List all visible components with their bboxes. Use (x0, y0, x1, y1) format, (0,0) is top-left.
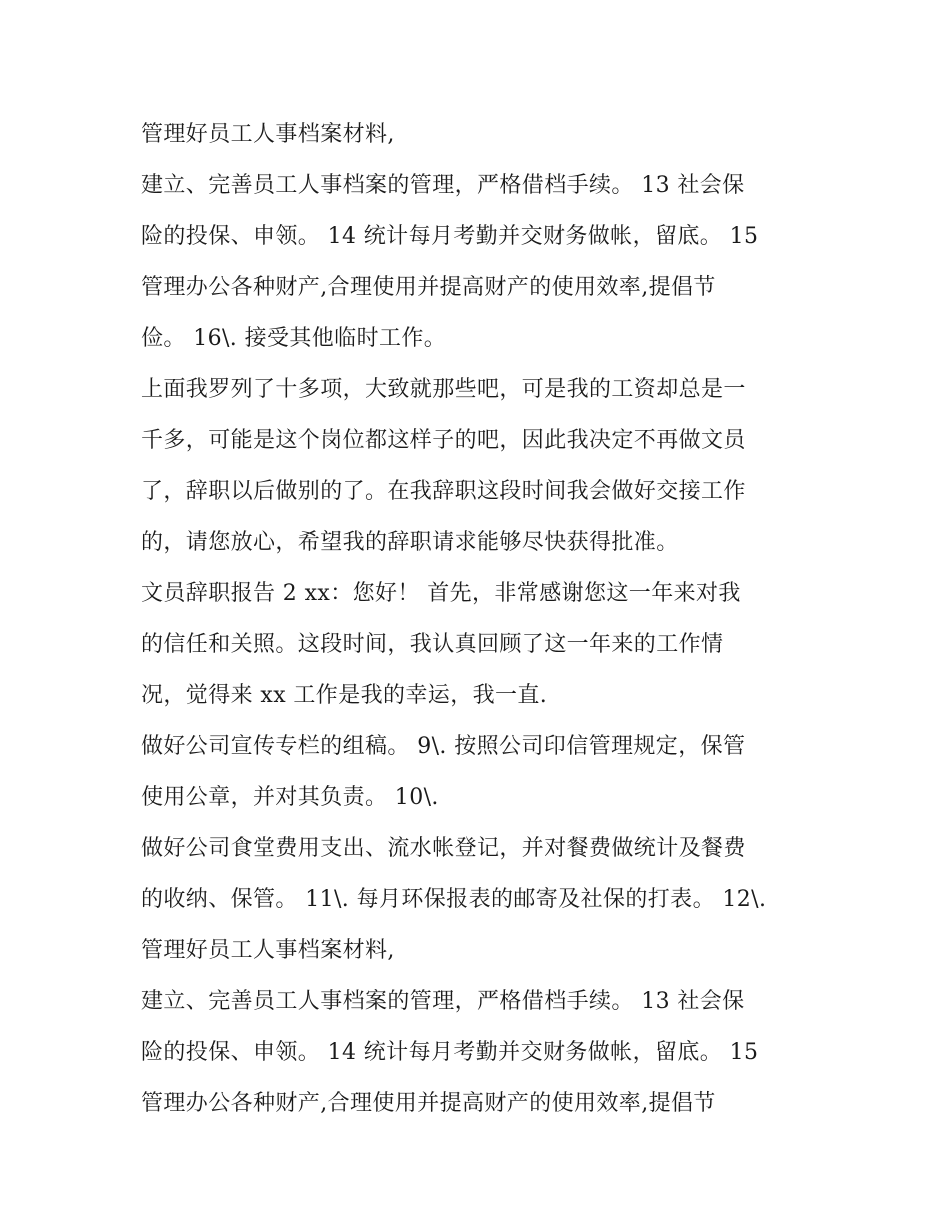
text-line: 千多，可能是这个岗位都这样子的吧，因此我决定不再做文员 (141, 428, 746, 453)
text-line: 做好公司宣传专栏的组稿。 9\. 按照公司印信管理规定，保管 (141, 734, 746, 759)
text-line: 上面我罗列了十多项，大致就那些吧，可是我的工资却总是一 (141, 377, 746, 402)
text-line: 险的投保、申领。 14 统计每月考勤并交财务做帐，留底。 15 (141, 1040, 759, 1065)
text-line: 的，请您放心，希望我的辞职请求能够尽快获得批准。 (141, 530, 679, 555)
text-line: 俭。 16\. 接受其他临时工作。 (141, 326, 447, 351)
text-line: 管理办公各种财产,合理使用并提高财产的使用效率,提倡节 (141, 275, 716, 300)
text-line: 使用公章，并对其负责。 10\. (141, 785, 439, 810)
text-line: 况，觉得来 xx 工作是我的幸运，我一直. (141, 683, 548, 708)
text-line: 了，辞职以后做别的了。在我辞职这段时间我会做好交接工作 (141, 479, 746, 504)
text-line: 建立、完善员工人事档案的管理，严格借档手续。 13 社会保 (141, 173, 745, 198)
text-line: 管理好员工人事档案材料, (141, 122, 395, 147)
text-line: 文员辞职报告 2 xx：您好！ 首先，非常感谢您这一年来对我 (141, 581, 741, 606)
text-line: 的收纳、保管。 11\. 每月环保报表的邮寄及社保的打表。 12\. (141, 887, 767, 912)
text-line: 管理好员工人事档案材料, (141, 938, 395, 963)
text-line: 做好公司食堂费用支出、流水帐登记，并对餐费做统计及餐费 (141, 836, 746, 861)
document-body (141, 109, 821, 1129)
text-line: 管理办公各种财产,合理使用并提高财产的使用效率,提倡节 (141, 1091, 716, 1116)
text-line: 建立、完善员工人事档案的管理，严格借档手续。 13 社会保 (141, 989, 745, 1014)
text-line: 的信任和关照。这段时间，我认真回顾了这一年来的工作情 (141, 632, 724, 657)
text-line: 险的投保、申领。 14 统计每月考勤并交财务做帐，留底。 15 (141, 224, 759, 249)
